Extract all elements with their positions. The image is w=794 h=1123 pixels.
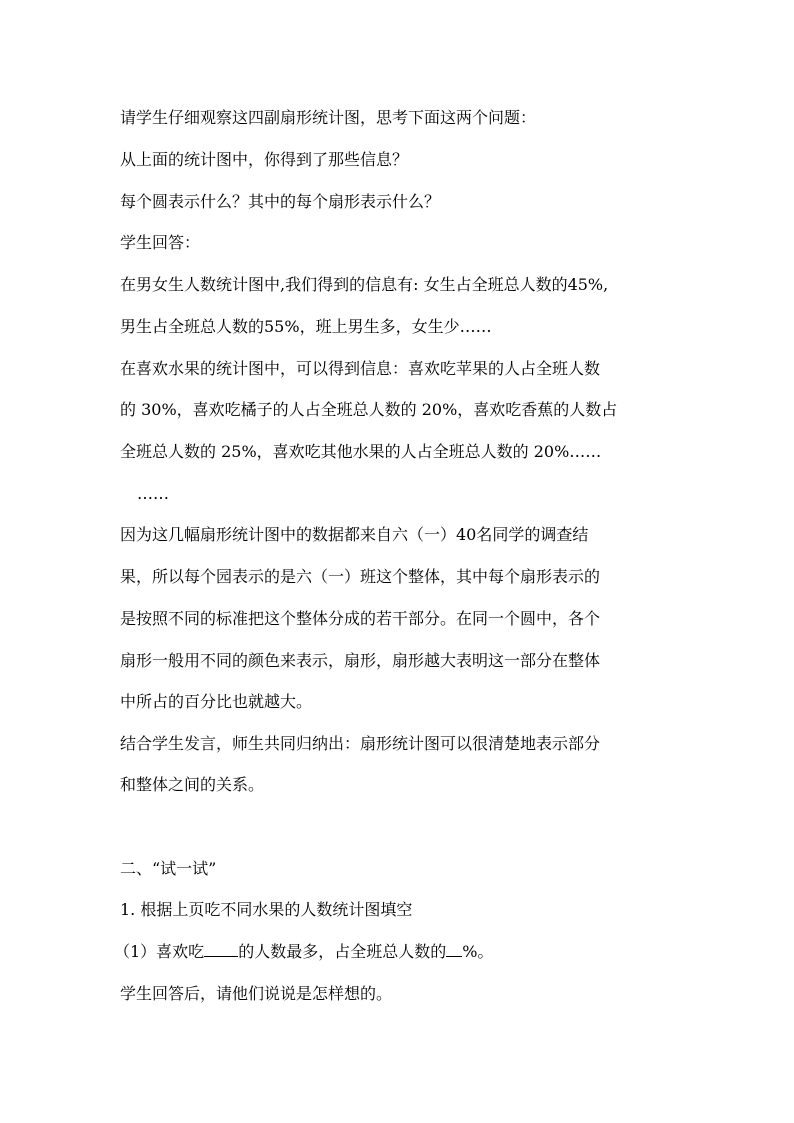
paragraph-line: 学生回答： — [120, 233, 201, 252]
paragraph-line: 结合学生发言，师生共同归纳出：扇形统计图可以很清楚地表示部分 — [120, 734, 601, 753]
paragraph-line: 请学生仔细观察这四副扇形统计图，思考下面这两个问题： — [120, 108, 537, 127]
question-prefix: （1）喜欢吃 — [114, 942, 205, 961]
fill-in-question — [114, 942, 674, 962]
paragraph-line: 是按照不同的标准把这个整体分成的若干部分。在同一个圆中，各个 — [120, 609, 601, 628]
paragraph-line: 每个圆表示什么？其中的每个扇形表示什么？ — [120, 192, 441, 211]
paragraph-line: 中所占的百分比也就越大。 — [120, 692, 313, 711]
question-title: 1. 根据上页吃不同水果的人数统计图填空 — [120, 900, 413, 919]
question-suffix: %。 — [462, 942, 494, 961]
paragraph-line: 全班总人数的 25%，喜欢吃其他水果的人占全班总人数的 20%…… — [120, 442, 602, 461]
ellipsis-line: …… — [137, 484, 169, 503]
paragraph-line: 果，所以每个园表示的是六（一）班这个整体，其中每个扇形表示的 — [120, 567, 601, 586]
paragraph-line: 学生回答后，请他们说说是怎样想的。 — [120, 984, 393, 1003]
section-heading: 二、“试一试” — [120, 859, 217, 878]
paragraph-line: 从上面的统计图中，你得到了那些信息？ — [120, 150, 409, 169]
answer-blank-percent[interactable] — [446, 942, 462, 957]
paragraph-line: 在男女生人数统计图中,我们得到的信息有: 女生占全班总人数的45%, — [120, 275, 609, 294]
paragraph-line: 扇形一般用不同的颜色来表示，扇形，扇形越大表明这一部分在整体 — [120, 651, 601, 670]
paragraph-line: 的 30%，喜欢吃橘子的人占全班总人数的 20%，喜欢吃香蕉的人数占 — [120, 400, 618, 419]
paragraph-line: 因为这几幅扇形统计图中的数据都来自六（一）40名同学的调查结 — [120, 525, 589, 544]
paragraph-line: 和整体之间的关系。 — [120, 775, 265, 794]
paragraph-line: 男生占全班总人数的55%，班上男生多，女生少…… — [120, 317, 492, 336]
paragraph-line: 在喜欢水果的统计图中，可以得到信息：喜欢吃苹果的人占全班人数 — [120, 359, 601, 378]
answer-blank-fruit[interactable] — [204, 942, 238, 957]
question-middle: 的人数最多，占全班总人数的 — [238, 942, 447, 961]
